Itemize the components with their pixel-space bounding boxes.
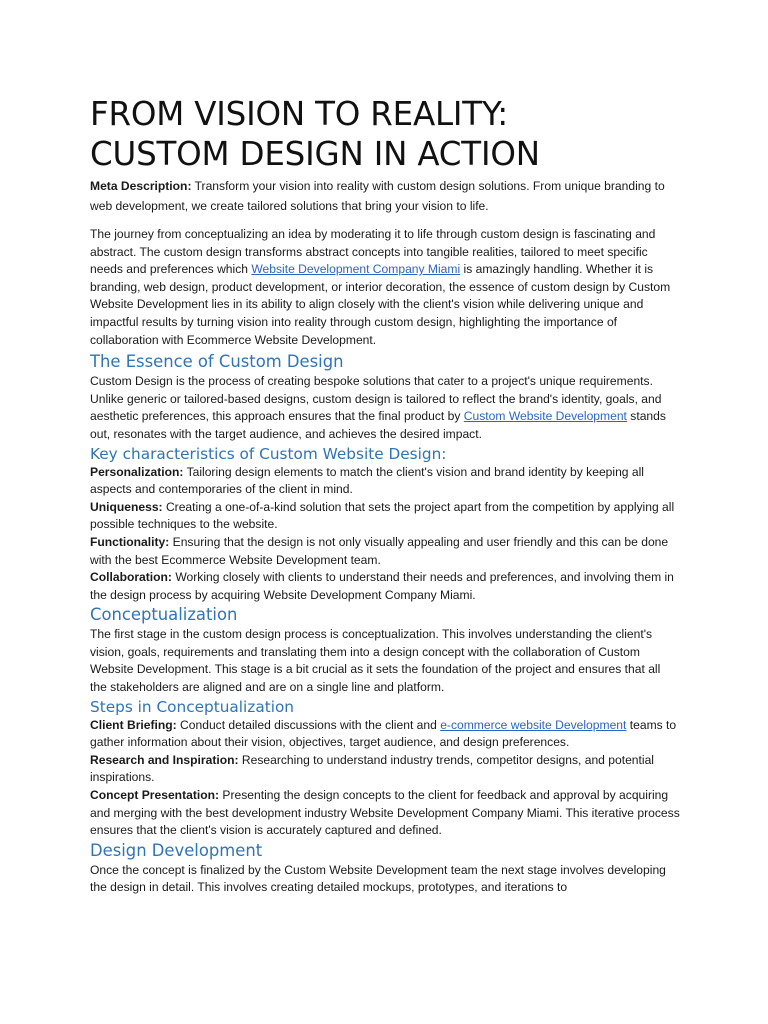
item-text: Presenting the design concepts to the client for feedback and approval by acquiring and merging with the best development industry Website Development Company Miami. This iterative process ensures that the client's vision is accurately captured and defined. (90, 788, 680, 838)
item-text: Conduct detailed discussions with the client and (176, 717, 441, 732)
meta-label: Meta Description: (90, 179, 192, 193)
design-development-paragraph: Once the concept is finalized by the Custom Website Development team the next stage involves developing the design in detail. This involves creating detailed mockups, prototypes, and iterations to (90, 862, 666, 895)
heading-essence: The Essence of Custom Design (90, 352, 344, 372)
title-line-2: CUSTOM DESIGN IN ACTION (90, 135, 540, 173)
heading-key-characteristics: Key characteristics of Custom Website Design: (90, 444, 447, 463)
item-label: Uniqueness: (90, 499, 163, 514)
item-text: Researching to understand industry trends, competitor designs, and potential inspirations. (90, 752, 654, 785)
title-line-1: FROM VISION TO REALITY: (90, 95, 509, 133)
item-text: Tailoring design elements to match the client's vision and brand identity by keeping all aspects and contemporaries of the client in mind. (90, 464, 644, 497)
page-title (90, 94, 680, 174)
list-item-personalization (90, 464, 680, 499)
intro-text-1: The journey from conceptualizing an idea by moderating it to life through custom design is fascinating and abstract. The custom design transforms abstract concepts into tangible realities, tailored to meet specific needs and preferences which (90, 227, 656, 277)
list-item-functionality (90, 534, 680, 569)
intro-paragraph (90, 226, 680, 349)
list-item-research (90, 752, 680, 787)
list-item-uniqueness (90, 499, 680, 534)
list-item-concept-presentation (90, 787, 680, 840)
item-text: Creating a one-of-a-kind solution that sets the project apart from the competition by applying all possible techniques to the website. (90, 499, 675, 532)
heading-conceptualization: Conceptualization (90, 605, 238, 625)
meta-description (90, 177, 680, 216)
essence-text-2: stands out, resonates with the target audience, and achieves the desired impact. (90, 409, 666, 441)
item-text: teams to gather information about their vision, objectives, target audience, and design preferences. (90, 717, 677, 750)
item-label: Personalization: (90, 464, 184, 479)
item-label: Research and Inspiration: (90, 752, 239, 767)
item-text: Working closely with clients to understand their needs and preferences, and involving them in the design process by acquiring Website Development Company Miami. (90, 570, 674, 602)
item-text: Ensuring that the design is not only visually appealing and user friendly and this can be done with the best Ecommerce Website Development team. (90, 534, 669, 567)
heading-design-development: Design Development (90, 840, 263, 860)
item-label: Functionality: (90, 534, 170, 549)
heading-steps-in-conceptualization: Steps in Conceptualization (90, 697, 295, 716)
item-label: Concept Presentation: (90, 788, 220, 803)
link-custom-website-development[interactable]: Custom Website Development (463, 409, 627, 424)
link-ecommerce-website-development[interactable]: e-commerce website Development (440, 717, 627, 732)
conceptualization-paragraph: The first stage in the custom design process is conceptualization. This involves understanding the client's vision, goals, requirements and translating them into a design concept with the collaboration of Custom Website Development. This stage is a bit crucial as it sets the foundation of the project and ensures that all the stakeholders are aligned and are on a single line and platform. (90, 627, 661, 695)
list-item-client-briefing (90, 717, 680, 752)
meta-text: Transform your vision into reality with custom design solutions. From unique branding to web development, we create tailored solutions that bring your vision to life. (90, 179, 665, 213)
list-item-collaboration (90, 569, 680, 604)
item-label: Client Briefing: (90, 717, 177, 732)
essence-text-1: Custom Design is the process of creating bespoke solutions that cater to a project's unique requirements. Unlike generic or tailored-based designs, custom design is tailored to reflect the brand's identity, goals, and aesthetic preferences, this approach ensures that the final product by (90, 374, 662, 424)
document-page (90, 94, 680, 897)
item-label: Collaboration: (90, 570, 172, 585)
link-website-development-company-miami[interactable]: Website Development Company Miami (251, 262, 461, 277)
essence-paragraph (90, 373, 680, 443)
intro-text-2: is amazingly handling. Whether it is branding, web design, product development, or interior decoration, the essence of custom design by Custom Website Development lies in its ability to align closely with the client's vision while delivering unique and impactful results by turning vision into reality through custom design, highlighting the importance of collaboration with Ecommerce Website Development. (90, 262, 671, 347)
